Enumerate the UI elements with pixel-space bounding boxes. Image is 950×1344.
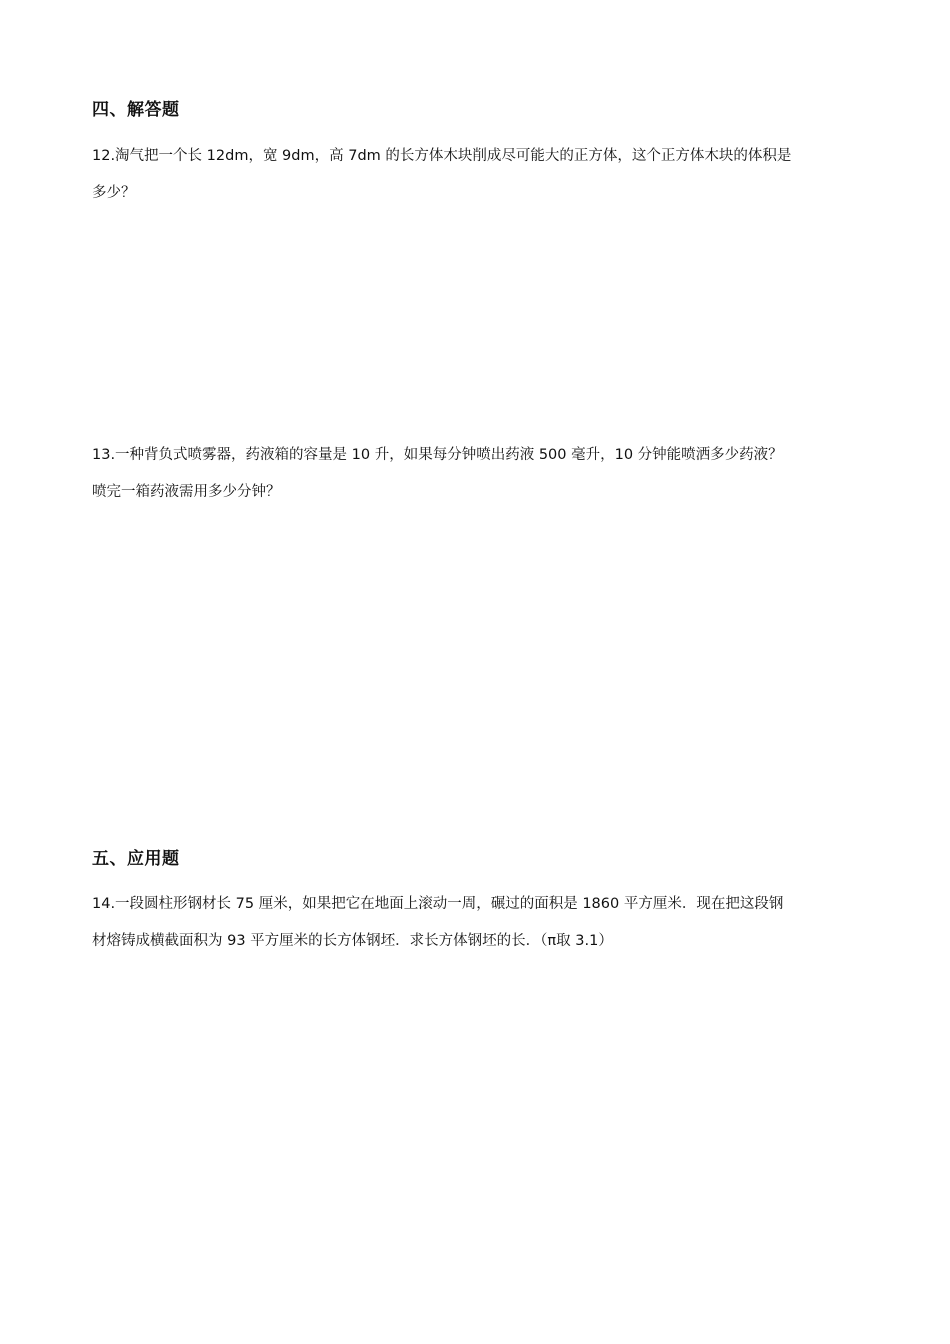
question-12-line-2: 多少？: [92, 185, 136, 201]
question-14-line-1: 14.一段圆柱形钢材长 75 厘米，如果把它在地面上滚动一周，碾过的面积是 1860 平方厘米．现在把这段钢: [92, 896, 784, 912]
question-13-line-1: 13.一种背负式喷雾器，药液箱的容量是 10 升，如果每分钟喷出药液 500 毫升，10 分钟能喷洒多少药液？: [92, 447, 783, 463]
question-12-line-1: 12.淘气把一个长 12dm，宽 9dm，高 7dm 的长方体木块削成尽可能大的正方体，这个正方体木块的体积是: [92, 148, 792, 164]
section-heading-application-questions: 五、应用题: [92, 849, 180, 869]
question-14-line-2: 材熔铸成横截面积为 93 平方厘米的长方体钢坯．求长方体钢坯的长．（π取 3.1）: [92, 933, 613, 949]
section-heading-answer-questions: 四、解答题: [92, 100, 180, 120]
question-13-line-2: 喷完一箱药液需用多少分钟？: [92, 484, 281, 500]
question-13: [92, 437, 872, 511]
question-14: [92, 886, 872, 960]
question-12: [92, 138, 872, 212]
